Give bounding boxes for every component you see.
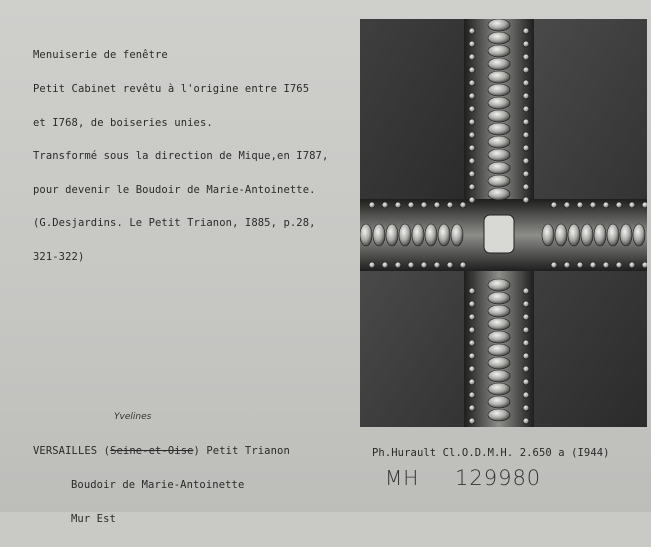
bead — [469, 54, 475, 60]
bead — [488, 45, 510, 57]
bead — [555, 224, 567, 246]
bead — [434, 262, 440, 268]
bead — [523, 327, 529, 333]
bead — [523, 28, 529, 34]
bead — [642, 262, 647, 268]
bead — [523, 119, 529, 125]
bead — [590, 202, 596, 208]
bead — [469, 405, 475, 411]
bead — [469, 132, 475, 138]
bead — [488, 175, 510, 187]
bead — [469, 184, 475, 190]
bead — [382, 262, 388, 268]
bead — [523, 314, 529, 320]
bead — [395, 262, 401, 268]
bead — [469, 340, 475, 346]
bead — [581, 224, 593, 246]
location-line-1: VERSAILLES (Seine-et-Oise) Petit Trianon — [33, 445, 290, 458]
bead — [488, 357, 510, 369]
panel-top-left — [360, 19, 468, 201]
bead — [469, 301, 475, 307]
bead — [488, 162, 510, 174]
bead — [469, 171, 475, 177]
bead — [488, 409, 510, 421]
bead — [523, 392, 529, 398]
bead — [523, 197, 529, 203]
bead — [373, 224, 385, 246]
bead — [523, 67, 529, 73]
bead — [488, 97, 510, 109]
bead — [488, 318, 510, 330]
bead — [460, 262, 466, 268]
bead — [469, 119, 475, 125]
bead — [469, 93, 475, 99]
bead — [488, 188, 510, 200]
handwritten-department: Yvelines — [114, 412, 152, 422]
bead — [469, 80, 475, 86]
bead — [629, 262, 635, 268]
bead — [469, 418, 475, 424]
joinery-photo-drawing — [360, 19, 647, 427]
bead — [523, 288, 529, 294]
bead — [523, 301, 529, 307]
bead — [523, 132, 529, 138]
bead — [488, 84, 510, 96]
bead — [395, 202, 401, 208]
description-line: Transformé sous la direction de Mique,en I787, — [33, 150, 329, 163]
bead — [488, 71, 510, 83]
bead — [412, 224, 424, 246]
wall: Mur Est — [71, 512, 116, 525]
bead — [603, 202, 609, 208]
bead — [607, 224, 619, 246]
bead — [488, 383, 510, 395]
bead — [469, 392, 475, 398]
central-boss — [484, 215, 514, 253]
city: VERSAILLES — [33, 445, 98, 458]
bead — [616, 262, 622, 268]
bead — [469, 106, 475, 112]
description-line: pour devenir le Boudoir de Marie-Antoinette. — [33, 183, 316, 196]
bead — [408, 262, 414, 268]
bead — [523, 379, 529, 385]
bead — [594, 224, 606, 246]
bead — [488, 32, 510, 44]
site: Petit Trianon — [206, 445, 290, 458]
bead — [421, 202, 427, 208]
bead — [577, 202, 583, 208]
bead — [469, 67, 475, 73]
bead — [488, 331, 510, 343]
description-line: Petit Cabinet revêtu à l'origine entre I765 — [33, 83, 310, 96]
bead — [523, 41, 529, 47]
bead — [447, 202, 453, 208]
bead — [488, 149, 510, 161]
bead — [523, 54, 529, 60]
bead — [488, 279, 510, 291]
bead — [469, 158, 475, 164]
bead — [577, 262, 583, 268]
bead — [369, 262, 375, 268]
bead — [523, 93, 529, 99]
bead — [564, 202, 570, 208]
bead — [488, 110, 510, 122]
bead — [469, 197, 475, 203]
bead — [488, 305, 510, 317]
bead — [523, 106, 529, 112]
bead — [469, 41, 475, 47]
bead — [523, 171, 529, 177]
bead — [469, 327, 475, 333]
bead — [488, 396, 510, 408]
bead — [469, 314, 475, 320]
bead — [542, 224, 554, 246]
room: Boudoir de Marie-Antoinette — [71, 479, 245, 492]
bead — [488, 123, 510, 135]
bead — [488, 344, 510, 356]
description-line: Menuiserie de fenêtre — [33, 49, 168, 62]
bead — [369, 202, 375, 208]
bead — [629, 202, 635, 208]
bead — [564, 262, 570, 268]
bead — [438, 224, 450, 246]
description-line: (G.Desjardins. Le Petit Trianon, I885, p.28, — [33, 217, 316, 230]
bead — [523, 145, 529, 151]
bead — [523, 366, 529, 372]
bead — [386, 224, 398, 246]
bead — [523, 158, 529, 164]
description-line: et I768, de boiseries unies. — [33, 116, 213, 129]
bead — [633, 224, 645, 246]
bead — [451, 224, 463, 246]
bead — [399, 224, 411, 246]
description-text — [33, 28, 328, 286]
struck-department: Seine-et-Oise — [110, 445, 194, 458]
bead — [408, 202, 414, 208]
bead — [425, 224, 437, 246]
description-line: 321-322) — [33, 251, 85, 264]
panel-bottom-left — [360, 267, 468, 427]
bead — [469, 288, 475, 294]
bead — [469, 28, 475, 34]
bead — [434, 202, 440, 208]
panel-top-right — [530, 19, 647, 201]
bead — [551, 262, 557, 268]
bead — [642, 202, 647, 208]
bead — [382, 202, 388, 208]
bead — [488, 136, 510, 148]
bead — [469, 366, 475, 372]
bead — [568, 224, 580, 246]
bead — [488, 370, 510, 382]
bead — [603, 262, 609, 268]
bead — [488, 292, 510, 304]
location-block — [33, 424, 290, 547]
bead — [616, 202, 622, 208]
bead — [523, 418, 529, 424]
joinery-photo — [360, 19, 647, 427]
panel-bottom-right — [530, 267, 647, 427]
bead — [469, 379, 475, 385]
handwritten-reference: 129980 — [455, 466, 542, 490]
bead — [551, 202, 557, 208]
bead — [523, 184, 529, 190]
bead — [523, 405, 529, 411]
bead — [523, 80, 529, 86]
bead — [488, 19, 510, 31]
bead — [620, 224, 632, 246]
bead — [360, 224, 372, 246]
bead — [469, 353, 475, 359]
handwritten-mh: MH — [385, 466, 420, 490]
bead — [421, 262, 427, 268]
photo-credit: Ph.Hurault Cl.O.D.M.H. 2.650 a (I944) — [372, 447, 610, 459]
bead — [447, 262, 453, 268]
bead — [523, 340, 529, 346]
bead — [590, 262, 596, 268]
bead — [523, 353, 529, 359]
bead — [460, 202, 466, 208]
bead — [488, 58, 510, 70]
bead — [469, 145, 475, 151]
